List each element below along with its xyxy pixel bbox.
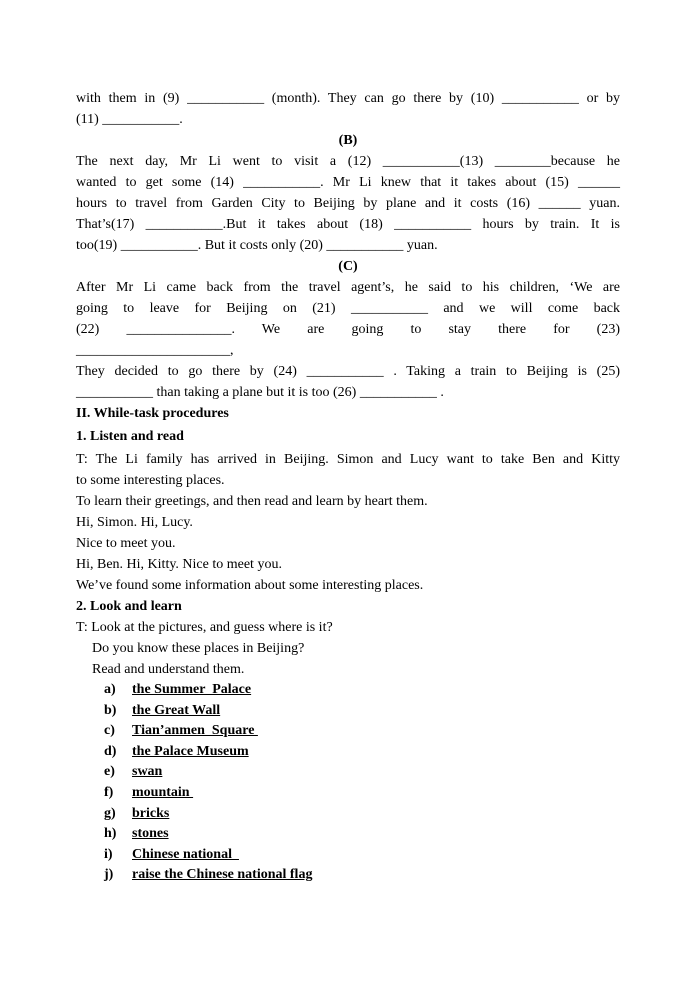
instruction-line: Read and understand them.	[92, 662, 245, 677]
item-marker: b)	[104, 702, 117, 718]
item-text: Tian’anmen Square	[132, 723, 258, 739]
item-marker: h)	[104, 826, 117, 842]
section-c-line: After Mr Li came back from the travel agent’s, he said to his children, ‘We are	[76, 280, 620, 295]
section-c-line: (22) _______________. We are going to stay there for (23)	[76, 322, 620, 337]
item-marker: c)	[104, 723, 115, 739]
section-c-line: going to leave for Beijing on (21) ___________ and we will come back	[76, 301, 620, 316]
dialogue-line: T: The Li family has arrived in Beijing. Simon and Lucy want to take Ben and Kitty	[76, 452, 620, 467]
section-b-line: hours to travel from Garden City to Beijing by plane and it costs (16) ______ yuan.	[76, 196, 620, 211]
item-text: bricks	[132, 805, 170, 821]
item-text: raise the Chinese national flag	[132, 867, 313, 883]
section-c-heading: (C)	[338, 259, 358, 274]
dialogue-line: Nice to meet you.	[76, 536, 176, 551]
section-ii-heading: II. While-task procedures	[76, 406, 229, 421]
dialogue-line: We’ve found some information about some interesting places.	[76, 578, 424, 593]
list-item	[104, 824, 620, 845]
item-marker: e)	[104, 764, 115, 780]
list-item	[104, 762, 620, 783]
section-b-line: too(19) ___________. But it costs only (20) ___________ yuan.	[76, 238, 438, 253]
item-text: mountain	[132, 784, 194, 800]
section-b-line: That’s(17) ___________.But it takes about (18) ___________ hours by train. It is	[76, 217, 620, 232]
section-b-line: wanted to get some (14) ___________. Mr Li knew that it takes about (15) ______	[76, 175, 620, 190]
section-c-line: ___________ than taking a plane but it is too (26) ___________ .	[76, 385, 444, 400]
item-marker: j)	[104, 867, 114, 883]
item-text: stones	[132, 826, 169, 842]
list-item	[104, 680, 620, 701]
list-item	[104, 804, 620, 825]
look-and-learn-heading: 2. Look and learn	[76, 599, 182, 614]
item-text: the Great Wall	[132, 702, 221, 718]
item-marker: i)	[104, 846, 113, 862]
instruction-line: T: Look at the pictures, and guess where is it?	[76, 620, 333, 635]
item-text: the Palace Museum	[132, 743, 249, 759]
list-item	[104, 845, 620, 866]
item-text: Chinese national	[132, 846, 239, 862]
section-b-line: The next day, Mr Li went to visit a (12) ___________(13) ________because he	[76, 154, 620, 169]
list-item	[104, 783, 620, 804]
item-marker: d)	[104, 743, 117, 759]
list-item	[104, 721, 620, 742]
list-item	[104, 701, 620, 722]
list-item	[104, 742, 620, 763]
section-c-line: ______________________,	[76, 343, 234, 358]
item-marker: g)	[104, 805, 116, 821]
vocabulary-list	[76, 680, 620, 886]
dialogue-line: to some interesting places.	[76, 473, 225, 488]
list-item	[104, 865, 620, 886]
worksheet-page	[76, 88, 620, 886]
instruction-line: Do you know these places in Beijing?	[92, 641, 305, 656]
item-text: the Summer Palace	[132, 682, 252, 697]
section-a-line-1: with them in (9) ___________ (month). They can go there by (10) ___________ or by	[76, 91, 620, 106]
section-b-heading: (B)	[338, 133, 358, 148]
item-text: swan	[132, 764, 163, 780]
dialogue-line: To learn their greetings, and then read and learn by heart them.	[76, 494, 428, 509]
dialogue-line: Hi, Simon. Hi, Lucy.	[76, 515, 193, 530]
item-marker: f)	[104, 784, 114, 800]
dialogue-line: Hi, Ben. Hi, Kitty. Nice to meet you.	[76, 557, 282, 572]
listen-and-read-heading: 1. Listen and read	[76, 429, 184, 444]
section-c-line: They decided to go there by (24) ___________ . Taking a train to Beijing is (25)	[76, 364, 620, 379]
item-marker: a)	[104, 682, 116, 697]
section-a-line-2: (11) ___________.	[76, 112, 183, 127]
